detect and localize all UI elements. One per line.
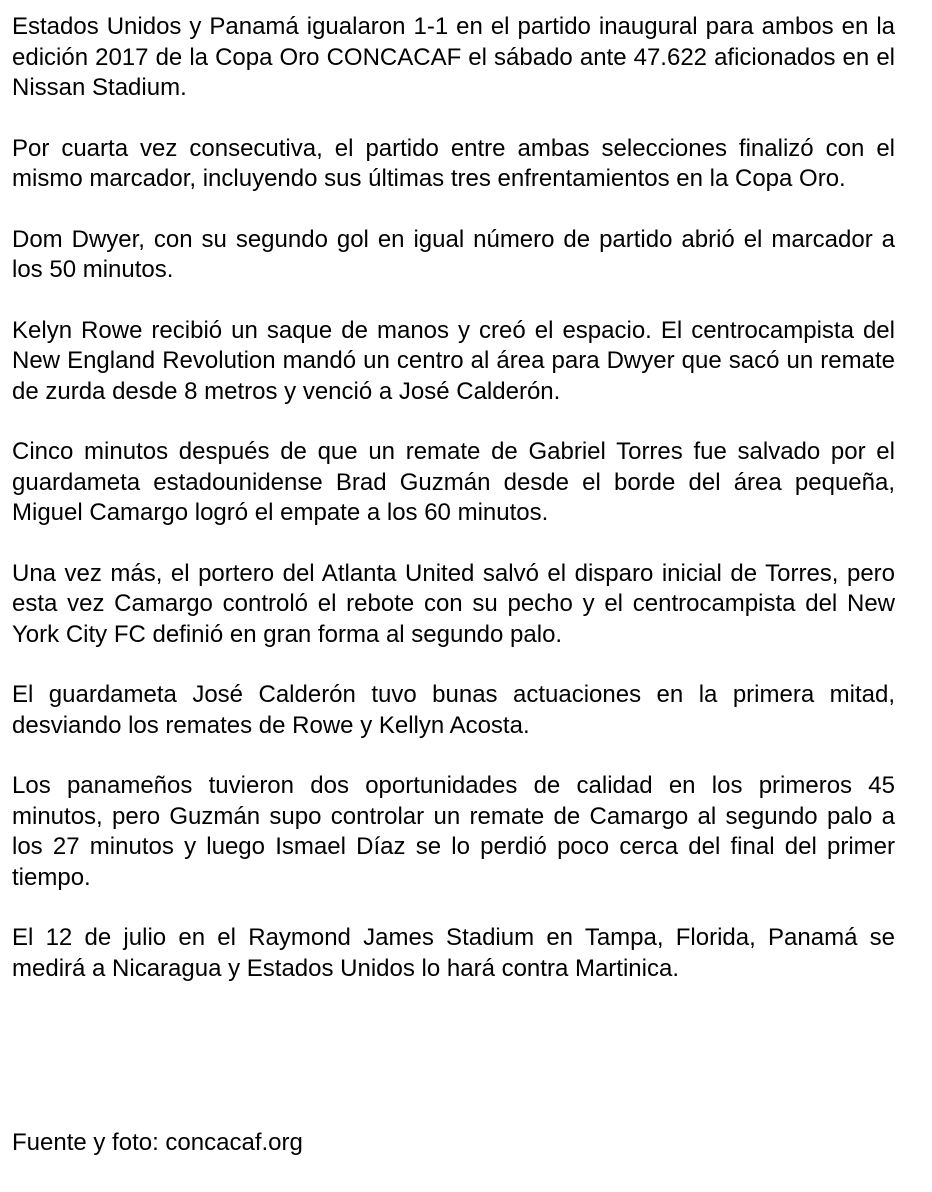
paragraph-7: El guardameta José Calderón tuvo bunas actuaciones en la primera mitad, desviando los remates de Rowe y Kellyn Acosta. — [12, 681, 895, 739]
paragraph-8: Los panameños tuvieron dos oportunidades de calidad en los primeros 45 minutos, pero Guzmán supo controlar un remate de Camargo al segundo palo a los 27 minutos y luego Ismael Díaz se lo perdió poco cerca del final del primer tiempo. — [12, 772, 895, 891]
paragraph-5: Cinco minutos después de que un remate de Gabriel Torres fue salvado por el guardameta estadounidense Brad Guzmán desde el borde del área pequeña, Miguel Camargo logró el empate a los 60 minutos. — [12, 438, 895, 526]
source-credit: Fuente y foto: concacaf.org — [12, 1129, 303, 1156]
paragraph-3: Dom Dwyer, con su segundo gol en igual número de partido abrió el marcador a los 50 minutos. — [12, 225, 895, 283]
paragraph-2: Por cuarta vez consecutiva, el partido entre ambas selecciones finalizó con el mismo marcador, incluyendo sus últimas tres enfrentamientos en la Copa Oro. — [12, 134, 895, 192]
paragraph-4: Kelyn Rowe recibió un saque de manos y creó el espacio. El centrocampista del New England Revolution mandó un centro al área para Dwyer que sacó un remate de zurda desde 8 metros y venció a José Calderón. — [12, 316, 895, 405]
paragraph-9: El 12 de julio en el Raymond James Stadium en Tampa, Florida, Panamá se medirá a Nicaragua y Estados Unidos lo hará contra Martinica. — [12, 924, 895, 982]
paragraph-6: Una vez más, el portero del Atlanta United salvó el disparo inicial de Torres, pero esta vez Camargo controló el rebote con su pecho y el centrocampista del New York City FC definió en gran forma al segundo palo. — [12, 559, 895, 648]
paragraph-1: Estados Unidos y Panamá igualaron 1-1 en el partido inaugural para ambos en la edición 2017 de la Copa Oro CONCACAF el sábado ante 47.622 aficionados en el Nissan Stadium. — [12, 13, 895, 101]
article-body — [12, 12, 895, 1014]
